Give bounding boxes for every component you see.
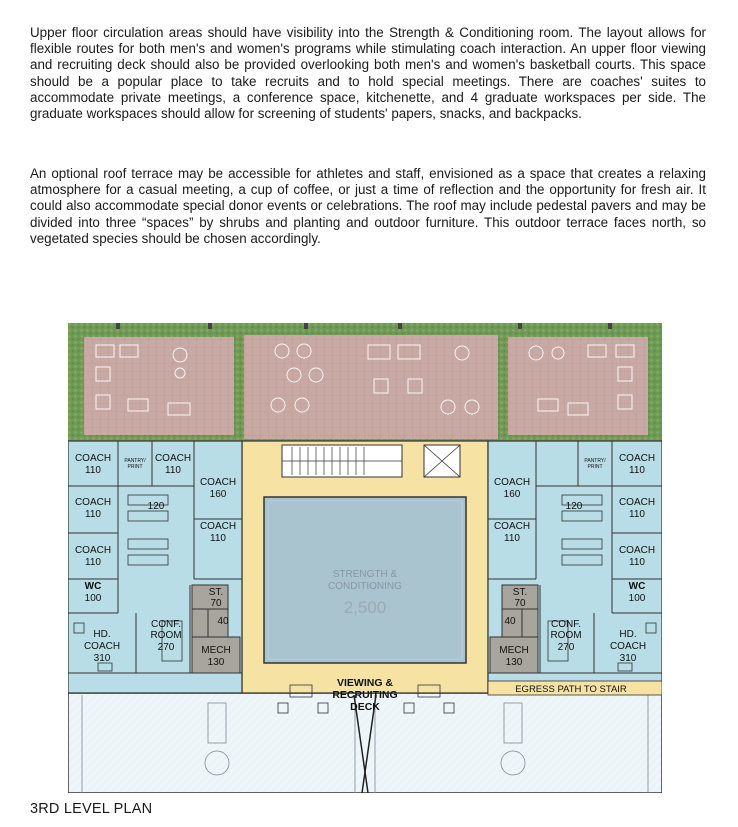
east-mech-number: 130 (505, 657, 523, 668)
west-pantry-label: PANTRY/ (124, 458, 146, 464)
west-hd-coach-label: COACH (83, 641, 121, 652)
west-storage-label: ST. (208, 587, 224, 598)
east-mech-label: MECH (499, 645, 529, 656)
west-storage-number: 70 (210, 598, 222, 609)
west-wc-label: WC (84, 581, 102, 592)
west-coach-b-label: COACH (154, 453, 192, 464)
west-coach-d-number: 110 (85, 509, 101, 520)
west-coach-e-label: COACH (199, 521, 237, 532)
west-mech-number: 130 (207, 657, 225, 668)
west-coach-a-label: COACH (74, 453, 112, 464)
east-storage-number: 70 (514, 598, 526, 609)
east-coach-a-label: COACH (618, 453, 656, 464)
east-coach-e-number: 110 (504, 533, 520, 544)
east-conf-number: 270 (557, 642, 575, 653)
sc-area: 2,500 (343, 598, 387, 617)
egress-path-label: EGRESS PATH TO STAIR (515, 684, 627, 695)
west-hd-label: HD. (93, 629, 111, 640)
west-print-label: PRINT (127, 464, 143, 470)
west-40-number: 40 (217, 616, 229, 627)
west-coach-f-label: COACH (74, 545, 112, 556)
paver-zone-center (244, 335, 498, 439)
deck-label-3: DECK (350, 701, 380, 713)
west-coach-b-number: 110 (165, 465, 181, 476)
deck-label-2: RECRUITING (332, 689, 398, 701)
east-hd-coach-number: 310 (619, 653, 637, 664)
east-wc-label: WC (628, 581, 646, 592)
paver-zone-west (84, 337, 234, 435)
west-mech-label: MECH (201, 645, 231, 656)
roof-terrace (68, 323, 662, 441)
east-conf-room-label: ROOM (550, 630, 582, 641)
strength-conditioning-room (264, 497, 466, 663)
west-hd-coach-number: 310 (93, 653, 111, 664)
east-coach-c-number: 160 (503, 489, 521, 500)
west-coach-e-number: 110 (210, 533, 226, 544)
east-hd-coach-label: COACH (609, 641, 647, 652)
paragraph-upper-floor: Upper floor circulation areas should have visibility into the Strength & Conditioning room. The layout allows for flexible routes for both men's and women's programs while stimulating coach interaction. An upper floor viewing and recruiting deck should also be provided overlooking both men's and women's basketball courts. This space should be a popular place to take recruits and to hold special meetings. There are coaches' suites to accommodate private meetings, a conference space, kitchenette, and 4 graduate workspaces per side. The graduate workspaces should allow for screening of students' papers, snacks, and backpacks. (30, 25, 706, 122)
west-coach-c-number: 160 (209, 489, 227, 500)
plan-caption: 3RD LEVEL PLAN (30, 801, 153, 817)
east-coach-c-label: COACH (493, 477, 531, 488)
east-coach-f-label: COACH (618, 545, 656, 556)
east-wc-number: 100 (628, 593, 646, 604)
west-coach-a-number: 110 (85, 465, 101, 476)
west-coach-f-number: 110 (85, 557, 101, 568)
west-coach-d-label: COACH (74, 497, 112, 508)
east-print-label: PRINT (587, 464, 603, 470)
east-coach-d-number: 110 (629, 509, 645, 520)
east-conf-label: CONF. (551, 619, 581, 630)
paragraph-roof-terrace: An optional roof terrace may be accessible for athletes and staff, envisioned as a space that creates a relaxing atmosphere for a casual meeting, a cup of coffee, or just a time of reflection and the opportunity for fresh air. It could also accommodate special donor events or celebrations. The roof may include pedestal pavers and may be divided into three “spaces” by shrubs and planting and outdoor furniture. This outdoor terrace faces north, so vegetated species should be chosen accordingly. (30, 166, 706, 246)
east-coach-a-number: 110 (629, 465, 645, 476)
west-coach-c-label: COACH (199, 477, 237, 488)
east-coach-e-label: COACH (493, 521, 531, 532)
west-conf-label: CONF. (151, 619, 181, 630)
west-conf-room-label: ROOM (150, 630, 182, 641)
east-grad-workspace-number: 120 (565, 501, 583, 512)
sc-title-1: STRENGTH & (332, 569, 398, 580)
east-coach-d-label: COACH (618, 497, 656, 508)
east-pantry-label: PANTRY/ (584, 458, 606, 464)
sc-title-2: CONDITIONING (328, 581, 402, 592)
west-grad-workspace-number: 120 (147, 501, 165, 512)
third-level-floor-plan (68, 323, 662, 793)
east-40-number: 40 (504, 616, 516, 627)
east-hd-label: HD. (619, 629, 637, 640)
deck-label-1: VIEWING & (336, 677, 394, 689)
east-storage-label: ST. (512, 587, 528, 598)
west-wc-number: 100 (84, 593, 102, 604)
west-conf-number: 270 (157, 642, 175, 653)
east-coach-f-number: 110 (629, 557, 645, 568)
